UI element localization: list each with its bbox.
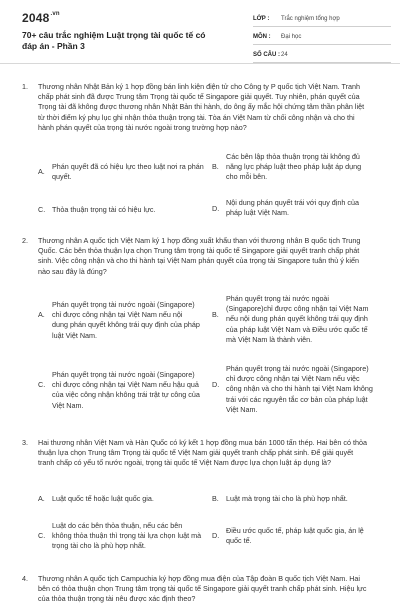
document-title: 70+ câu trắc nghiệm Luật trọng tài quốc tế có đáp án - Phần 3 — [22, 30, 206, 51]
answer-letter: A. — [38, 167, 45, 176]
question-text: Hai thương nhân Việt Nam và Hàn Quốc có ký kết 1 hợp đồng mua bán 1000 tấn thép. Hai bên có thỏa thuận lựa chọn Trung tâm Trọng tài quốc tế Việt Nam giải quyết tranh chấp phát sinh. Để giải quyết tranh chấp có yếu tố nước ngoài, trọng tài quốc tế Việt Nam được lựa chọn luật áp dụng là? — [38, 438, 367, 468]
meta-row-class — [253, 12, 391, 27]
answer-text: Phán quyết trọng tài nước ngoài (Singapore)chỉ được công nhận tại Việt Nam nếu nội dung phán quyết không trái quy định của pháp luật Việt Nam và Điều ước quốc tế mà Việt Nam là thành viên. — [226, 294, 369, 344]
meta-label: MÔN : — [253, 34, 271, 40]
answer-letter: D. — [212, 380, 220, 389]
answer-letter: C. — [38, 531, 46, 540]
document-header — [0, 0, 400, 64]
answer-text: Nội dung phán quyết trái với quy định của pháp luật Việt Nam. — [226, 198, 359, 218]
question-text: Thương nhân Nhật Bản ký 1 hợp đồng bán linh kiện điện tử cho Công ty P quốc tịch Việt Nam. Tranh chấp phát sinh đã được Trung tâm Trọng tài quốc tế Singapore giải quyết. Tuy nhiên, phán quyết của Trọng tài đã không được thương nhân Nhật Bản thi hành, do ông ấy mắc hội chứng tâm thần phân liệt từ thời điểm ký phụ lục ghi nhận thỏa thuận trọng tài. Tòa án Việt Nam từ chối công nhận và cho thi hành phán quyết của trọng tài nước ngoài trong trường hợp nào? — [38, 82, 365, 132]
question-number: 1. — [22, 82, 28, 91]
answer-text: Luật mà trọng tài cho là phù hợp nhất. — [226, 494, 348, 503]
question-text: Thương nhân A quốc tịch Campuchia ký hợp đồng mua điện của Tập đoàn B quốc tịch Việt Nam. Hai bên có thỏa thuận chọn Trung tâm trọng tài quốc tế Singapore giải quyết tranh chấp phát sinh. Hiệu lực của thỏa thuận trọng tài nêu được xác định theo? — [38, 574, 367, 604]
answer-letter: D. — [212, 531, 220, 540]
meta-row-count — [253, 48, 391, 63]
answer-text: Phán quyết trọng tài nước ngoài (Singapore) chỉ được công nhận tại Việt Nam nếu nội dung phán quyết không trái quy định của pháp luật Việt Nam. — [52, 300, 200, 340]
meta-label: SỐ CÂU : — [253, 52, 280, 58]
answer-text: Luật quốc tế hoặc luật quốc gia. — [52, 494, 154, 503]
meta-value: 24 — [281, 52, 288, 58]
answer-letter: C. — [38, 205, 46, 214]
answer-text: Phán quyết trọng tài nước ngoài (Singapore) chỉ được công nhận tại Việt Nam nếu việc công nhận và cho thi hành tại Việt Nam không trái với các nguyên tắc cơ bản của pháp luật Việt Nam. — [226, 364, 373, 414]
meta-label: LỚP : — [253, 16, 270, 22]
answer-text: Thỏa thuận trọng tài có hiệu lực. — [52, 205, 156, 214]
answer-letter: B. — [212, 162, 219, 171]
answer-text: Các bên lập thỏa thuận trọng tài không đủ năng lực pháp luật theo pháp luật áp dụng cho mỗi bên. — [226, 152, 362, 182]
question-number: 4. — [22, 574, 28, 583]
answer-letter: B. — [212, 310, 219, 319]
answer-letter: D. — [212, 204, 220, 213]
meta-row-subject — [253, 30, 391, 45]
question-number: 2. — [22, 236, 28, 245]
logo-tld: .vn — [50, 11, 60, 17]
question-number: 3. — [22, 438, 28, 447]
answer-text: Phán quyết trọng tài nước ngoài (Singapore) chỉ được công nhận tại Việt Nam nếu hậu quả của việc công nhận không trái trật tự công của Việt Nam. — [52, 370, 200, 410]
document-meta — [253, 12, 391, 66]
answer-letter: A. — [38, 494, 45, 503]
answer-letter: C. — [38, 380, 46, 389]
question-text: Thương nhân A quốc tịch Việt Nam ký 1 hợp đồng xuất khẩu than với thương nhân B quốc tịch Trung Quốc. Các bên thỏa thuận lựa chọn Trung tâm trọng tài quốc tế Singapore giải quyết tranh chấp phát sinh. Việc công nhận và cho thi hành tại Việt Nam phán quyết của trọng tài Singapore tuân thủ ý kiến nào sau đây là đúng? — [38, 236, 361, 276]
answer-text: Luật do các bên thỏa thuận, nếu các bên không thỏa thuận thì trọng tài lựa chọn luật mà trọng tài cho là phù hợp nhất. — [52, 521, 202, 551]
answer-letter: A. — [38, 310, 45, 319]
meta-value: Đại học — [281, 34, 302, 40]
answer-text: Điều ước quốc tế, pháp luật quốc gia, án lệ quốc tế. — [226, 526, 364, 546]
answer-text: Phán quyết đã có hiệu lực theo luật nơi ra phán quyết. — [52, 162, 204, 182]
meta-value: Trắc nghiệm tổng hợp — [281, 16, 340, 22]
site-logo[interactable] — [22, 11, 60, 25]
logo-text: 2048 — [22, 11, 50, 25]
answer-letter: B. — [212, 494, 219, 503]
